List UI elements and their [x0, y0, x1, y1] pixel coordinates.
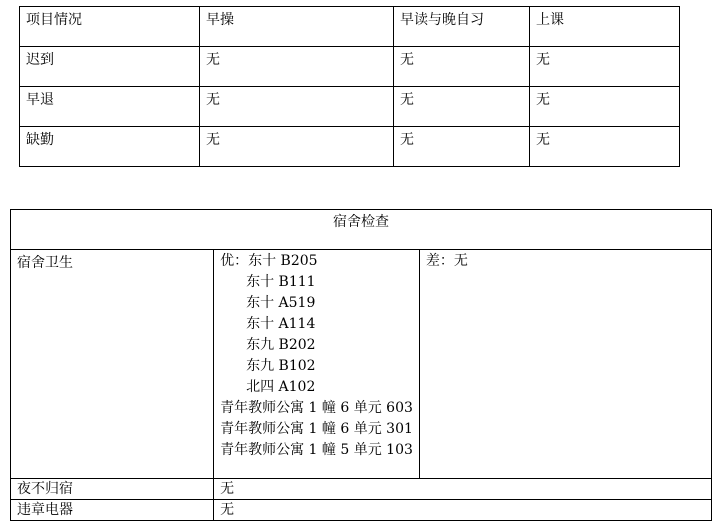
header-cell: [394, 7, 530, 47]
header-class: 上课: [536, 12, 564, 28]
night-label: 夜不归宿: [17, 481, 73, 497]
cell-value: 无: [400, 132, 414, 148]
cell-value: 无: [400, 92, 414, 108]
table-cell: [200, 47, 394, 87]
header-cell: [530, 7, 680, 47]
excellent-list: [214, 250, 419, 461]
row-label-cell: [20, 47, 200, 87]
table-cell: [530, 127, 680, 167]
hygiene-label: 宿舍卫生: [17, 255, 73, 271]
appliance-value: 无: [220, 502, 235, 518]
appliance-label: 违章电器: [17, 502, 73, 518]
cell-value: 无: [536, 92, 550, 108]
table-cell: [394, 127, 530, 167]
table-header-row: [20, 7, 680, 47]
hygiene-label-cell: [11, 250, 214, 479]
list-item: 东十 A114: [246, 316, 316, 332]
list-item: 东九 B202: [246, 337, 316, 353]
appliance-value-cell: [214, 500, 712, 521]
dorm-inspection-table: [10, 209, 712, 521]
night-value: 无: [220, 481, 235, 497]
list-item: 东九 B102: [246, 358, 316, 374]
header-morning-exercise: 早操: [206, 12, 234, 28]
row-label-cell: [20, 127, 200, 167]
list-item: 青年教师公寓 1 幢 5 单元 103: [220, 442, 413, 458]
table-cell: [200, 127, 394, 167]
row-label: 迟到: [26, 52, 54, 68]
table-row: [20, 127, 680, 167]
attendance-table: [19, 6, 680, 167]
table-cell: [530, 87, 680, 127]
cell-value: 无: [206, 132, 220, 148]
table-cell: [394, 47, 530, 87]
dorm-title: 宿舍检查: [333, 214, 389, 230]
list-item: 北四 A102: [246, 379, 316, 395]
night-value-cell: [214, 479, 712, 500]
cell-value: 无: [400, 52, 414, 68]
cell-value: 无: [536, 52, 550, 68]
cell-value: 无: [206, 92, 220, 108]
appliance-row: [11, 500, 712, 521]
row-label-cell: [20, 87, 200, 127]
table-cell: [200, 87, 394, 127]
night-label-cell: [11, 479, 214, 500]
row-label: 缺勤: [26, 132, 54, 148]
header-cell: [20, 7, 200, 47]
dorm-title-cell: [11, 210, 712, 250]
list-item: 青年教师公寓 1 幢 6 单元 301: [220, 421, 413, 437]
night-row: [11, 479, 712, 500]
excellent-prefix: 优：: [220, 253, 249, 269]
dorm-title-row: [11, 210, 712, 250]
header-cell: [200, 7, 394, 47]
table-row: [20, 47, 680, 87]
excellent-cell: [214, 250, 420, 479]
header-project: 项目情况: [26, 12, 82, 28]
poor-value: 差：无: [425, 253, 468, 269]
hygiene-row: [11, 250, 712, 479]
cell-value: 无: [206, 52, 220, 68]
list-item: 青年教师公寓 1 幢 6 单元 603: [220, 400, 413, 416]
appliance-label-cell: [11, 500, 214, 521]
dorm-room: 东十 B205: [248, 253, 318, 269]
list-item: 东十 B111: [246, 274, 316, 290]
list-item: 东十 A519: [246, 295, 316, 311]
poor-cell: [419, 250, 711, 479]
table-cell: [530, 47, 680, 87]
list-item: [220, 251, 413, 272]
header-study: 早读与晚自习: [400, 12, 484, 28]
row-label: 早退: [26, 92, 54, 108]
cell-value: 无: [536, 132, 550, 148]
table-cell: [394, 87, 530, 127]
table-row: [20, 87, 680, 127]
